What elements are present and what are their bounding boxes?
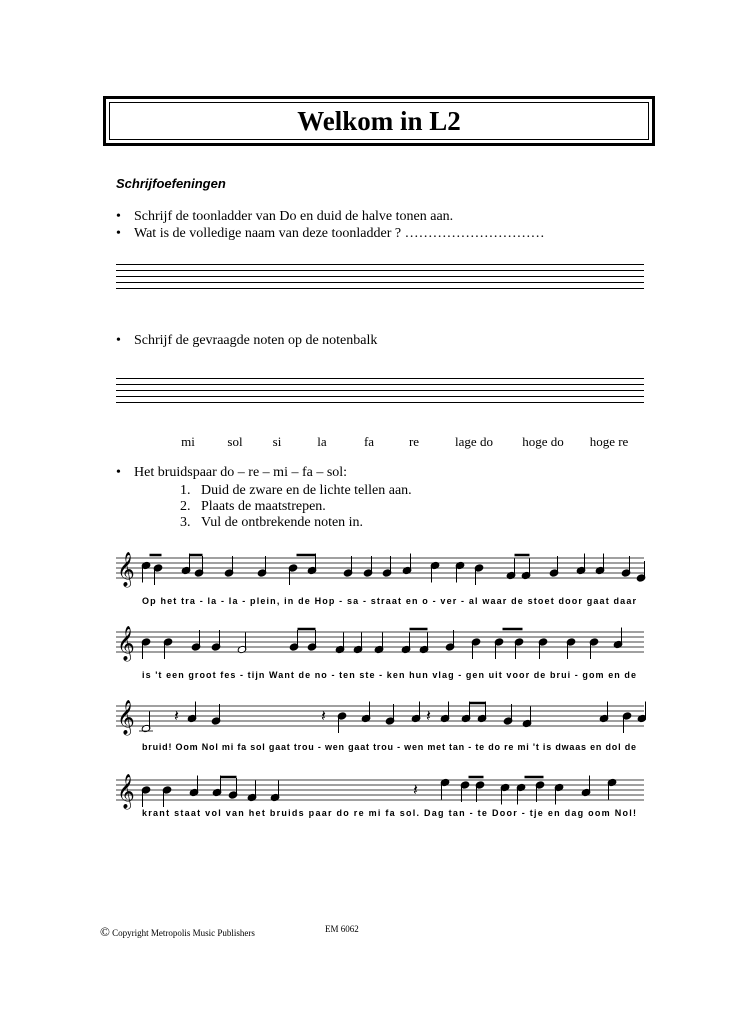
treble-clef-icon: 𝄞 (117, 626, 135, 661)
footer-copyright (100, 924, 255, 940)
note-name-la: la (317, 434, 327, 449)
note-name-mi: mi (181, 434, 195, 449)
lyric-line: is 't een groot fes - tijn Want de no - ten ste - ken hun vlag - gen uit voor de brui - gom en de (142, 670, 636, 680)
song-score (116, 540, 646, 830)
music-system (116, 774, 644, 810)
step-text: Vul de ontbrekende noten in. (201, 515, 364, 530)
title-inner-frame (109, 102, 649, 140)
bullet: • (116, 226, 121, 241)
exercise1-line1 (116, 208, 453, 225)
exercise1-line2-text: Wat is de volledige naam van deze toonladder ? ………………………… (134, 226, 545, 241)
exercise3-step-3 (180, 514, 363, 531)
treble-clef-icon: 𝄞 (117, 700, 135, 735)
treble-clef-icon: 𝄞 (117, 552, 135, 587)
page-title: Welkom in L2 (297, 105, 461, 136)
quarter-rest-icon: 𝄽 (426, 706, 431, 725)
exercise2-line1-text: Schrijf de gevraagde noten op de notenbalk (134, 333, 378, 348)
treble-clef-icon: 𝄞 (117, 774, 135, 809)
note-name-si: si (272, 434, 282, 449)
step-text: Duid de zware en de lichte tellen aan. (201, 483, 412, 498)
quarter-rest-icon: 𝄽 (174, 706, 179, 725)
exercise1-line1-text: Schrijf de toonladder van Do en duid de halve tonen aan. (134, 209, 454, 224)
title-box (103, 96, 655, 146)
bullet: • (116, 333, 121, 348)
note-name-lage-do: lage do (455, 434, 493, 449)
lyric-line: Op het tra - la - la - plein, in de Hop - sa - straat en o - ver - al waar de stoet door gaat daar (142, 596, 636, 606)
exercise3-line1-text: Het bruidspaar do – re – mi – fa – sol: (134, 465, 348, 480)
note-name-sol: sol (227, 434, 243, 449)
step-number: 3. (180, 515, 191, 530)
step-text: Plaats de maatstrepen. (201, 499, 326, 514)
copyright-icon: © (100, 924, 110, 939)
step-number: 1. (180, 483, 191, 498)
note-name-hoge-re: hoge re (589, 434, 629, 449)
copyright-text: Copyright Metropolis Music Publishers (112, 928, 255, 938)
note-head (637, 714, 646, 722)
note-name-hoge-do: hoge do (522, 434, 564, 449)
exercise3-step-1 (180, 482, 412, 499)
footer-code: EM 6062 (325, 924, 359, 934)
note-name-re: re (408, 434, 420, 449)
music-system (116, 552, 646, 588)
quarter-rest-icon: 𝄽 (321, 706, 326, 725)
bullet: • (116, 465, 121, 480)
quarter-rest-icon: 𝄽 (413, 780, 418, 799)
lyric-line: bruid! Oom Nol mi fa sol gaat trou - wen gaat trou - wen met tan - te do re mi 't is dwaas en dol de (142, 742, 636, 752)
lyric-line: krant staat vol van het bruids paar do re mi fa sol. Dag tan - te Door - tje en dag oom Nol! (142, 808, 637, 818)
step-number: 2. (180, 499, 191, 514)
note-name-fa: fa (363, 434, 375, 449)
exercise3-line1 (116, 464, 347, 481)
bullet: • (116, 209, 121, 224)
exercise3-step-2 (180, 498, 326, 515)
exercise1-line2 (116, 225, 545, 242)
music-system (116, 700, 646, 736)
section-title: Schrijfoefeningen (116, 176, 226, 191)
music-system (116, 626, 644, 662)
exercise2-line1 (116, 332, 377, 349)
